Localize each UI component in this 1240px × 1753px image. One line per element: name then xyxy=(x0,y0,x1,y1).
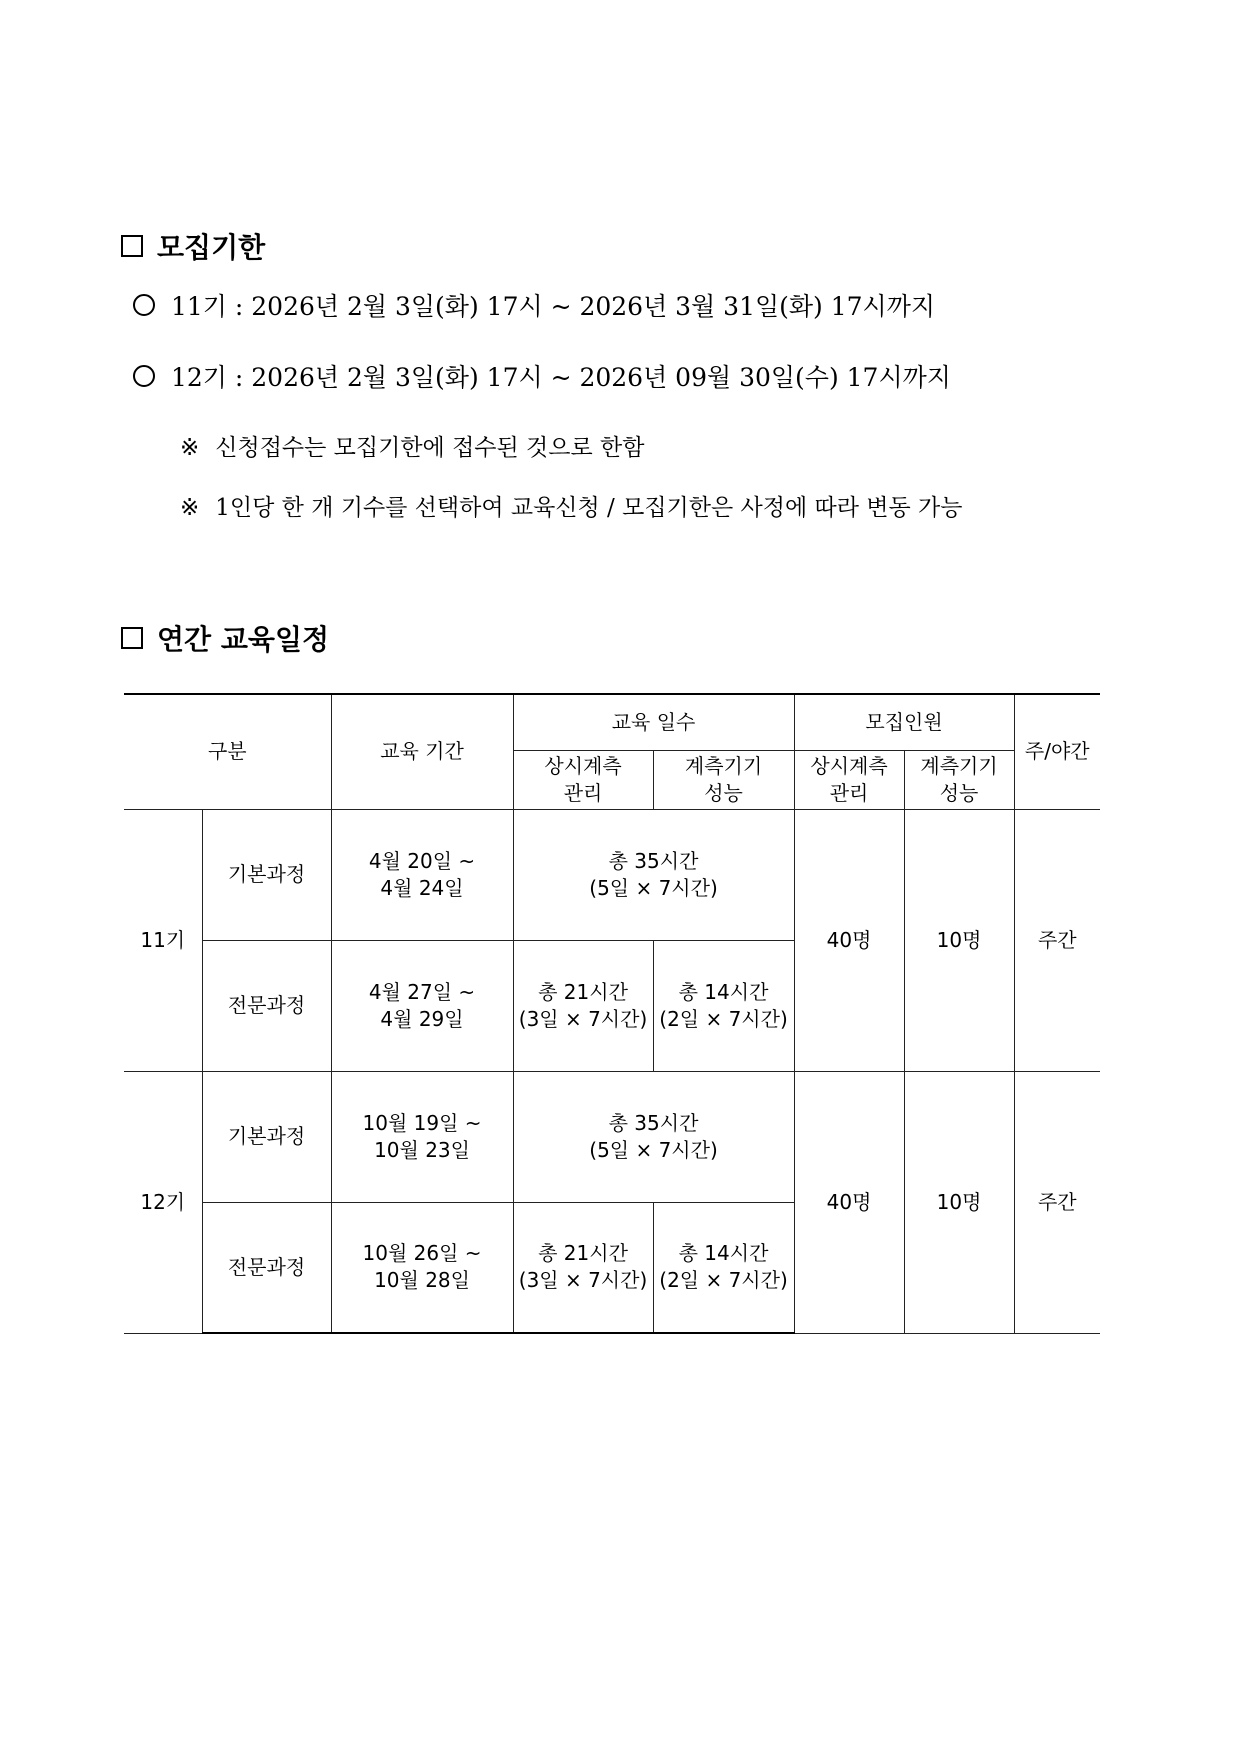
course-days xyxy=(513,809,794,940)
square-bullet-icon xyxy=(121,627,143,649)
days-total: 총 35시간 xyxy=(608,848,699,873)
period-end: 4월 29일 xyxy=(380,1006,464,1031)
days-total: 총 14시간 xyxy=(678,1241,769,1266)
course-name: 기본과정 xyxy=(202,1071,331,1202)
header-recruits: 모집인원 xyxy=(794,694,1014,750)
square-bullet-icon xyxy=(121,235,143,257)
recruitment-item-11 xyxy=(133,287,935,323)
days-breakdown: (5일 × 7시간) xyxy=(589,1137,718,1162)
recruit-monitoring: 40명 xyxy=(794,1071,904,1333)
cohort-name: 12기 xyxy=(124,1071,202,1333)
period-end: 10월 23일 xyxy=(374,1137,470,1162)
days-total: 총 35시간 xyxy=(608,1110,699,1135)
course-period xyxy=(331,809,513,940)
schedule-heading xyxy=(121,618,329,658)
recruit-monitoring: 40명 xyxy=(794,809,904,1071)
recruitment-item-text: 12기 : 2026년 2월 3일(화) 17시 ~ 2026년 09월 30일(수) 17시까지 xyxy=(171,363,951,392)
days-total: 총 14시간 xyxy=(678,979,769,1004)
note-text: 신청접수는 모집기한에 접수된 것으로 한함 xyxy=(215,435,645,461)
recruitment-item-12 xyxy=(133,358,951,394)
days-instrument xyxy=(653,940,794,1071)
header-sub-text: 성능 xyxy=(704,780,743,805)
course-name: 전문과정 xyxy=(202,1202,331,1333)
cohort-name: 11기 xyxy=(124,809,202,1071)
days-total: 총 21시간 xyxy=(538,979,628,1004)
period-start: 10월 26일 ~ xyxy=(362,1241,482,1266)
course-period xyxy=(331,940,513,1071)
header-recruits-instrument xyxy=(904,750,1014,809)
days-total: 총 21시간 xyxy=(538,1241,628,1266)
recruitment-heading-text: 모집기한 xyxy=(157,231,266,264)
header-sub-text: 상시계측 xyxy=(544,753,622,778)
period-end: 4월 24일 xyxy=(380,875,464,900)
schedule-table xyxy=(124,693,1100,1334)
note-text: 1인당 한 개 기수를 선택하여 교육신청 / 모집기한은 사정에 따라 변동 가능 xyxy=(215,495,963,521)
period-end: 10월 28일 xyxy=(374,1268,470,1293)
days-monitoring xyxy=(513,940,653,1071)
recruit-instrument: 10명 xyxy=(904,809,1014,1071)
course-period xyxy=(331,1202,513,1333)
header-period: 교육 기간 xyxy=(331,694,513,809)
header-days-monitoring xyxy=(513,750,653,809)
days-monitoring xyxy=(513,1202,653,1333)
header-sub-text: 관리 xyxy=(563,780,603,805)
circle-bullet-icon xyxy=(133,365,155,387)
day-night: 주간 xyxy=(1014,1071,1100,1333)
header-sub-text: 관리 xyxy=(829,780,869,805)
header-recruits-monitoring xyxy=(794,750,904,809)
header-sub-text: 상시계측 xyxy=(810,753,888,778)
header-days: 교육 일수 xyxy=(513,694,794,750)
circle-bullet-icon xyxy=(133,294,155,316)
course-period xyxy=(331,1071,513,1202)
recruitment-note-1 xyxy=(180,429,644,462)
reference-mark-icon: ※ xyxy=(180,495,200,521)
schedule-heading-text: 연간 교육일정 xyxy=(157,623,330,656)
header-day-night: 주/야간 xyxy=(1014,694,1100,809)
recruitment-note-2 xyxy=(180,489,962,522)
recruitment-heading xyxy=(121,226,265,266)
days-breakdown: (2일 × 7시간) xyxy=(659,1006,788,1031)
course-name: 전문과정 xyxy=(202,940,331,1071)
days-breakdown: (3일 × 7시간) xyxy=(518,1268,648,1293)
recruit-instrument: 10명 xyxy=(904,1071,1014,1333)
header-days-instrument xyxy=(653,750,794,809)
course-name: 기본과정 xyxy=(202,809,331,940)
course-days xyxy=(513,1071,794,1202)
period-start: 4월 27일 ~ xyxy=(368,979,476,1004)
days-instrument xyxy=(653,1202,794,1333)
days-breakdown: (5일 × 7시간) xyxy=(589,875,718,900)
header-sub-text: 계측기기 xyxy=(920,753,998,778)
header-sub-text: 계측기기 xyxy=(684,753,763,778)
period-start: 10월 19일 ~ xyxy=(362,1110,482,1135)
days-breakdown: (2일 × 7시간) xyxy=(659,1268,788,1293)
period-start: 4월 20일 ~ xyxy=(368,848,476,873)
recruitment-item-text: 11기 : 2026년 2월 3일(화) 17시 ~ 2026년 3월 31일(화) 17시까지 xyxy=(171,292,936,321)
day-night: 주간 xyxy=(1014,809,1100,1071)
header-sub-text: 성능 xyxy=(939,780,979,805)
reference-mark-icon: ※ xyxy=(180,435,200,461)
table-row xyxy=(124,1071,1100,1202)
header-category: 구분 xyxy=(124,694,331,809)
days-breakdown: (3일 × 7시간) xyxy=(518,1006,648,1031)
table-row xyxy=(124,809,1100,940)
